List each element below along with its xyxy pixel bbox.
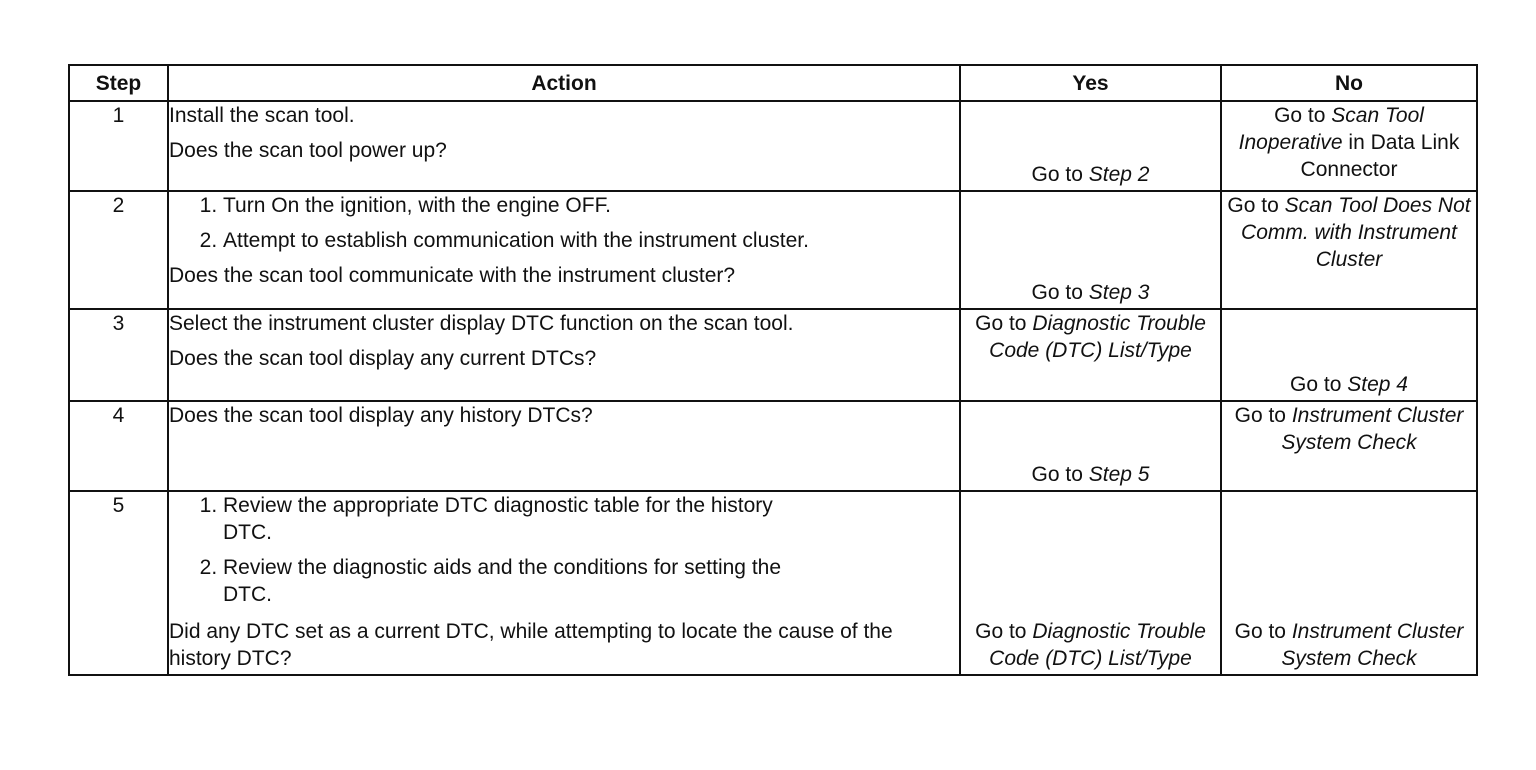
header-row: [69, 65, 1477, 101]
no-suffix: in Data Link Connector: [1300, 131, 1460, 181]
action-cell: [168, 191, 960, 309]
yes-cell: [960, 101, 1221, 191]
yes-ref-link[interactable]: Diagnostic Trouble Code (DTC) List/Type: [989, 312, 1206, 362]
table-row: [69, 101, 1477, 191]
yes-prefix: Go to: [1031, 281, 1083, 304]
diagnostic-table: [68, 64, 1478, 676]
yes-cell: [960, 491, 1221, 675]
action-question: Does the scan tool communicate with the instrument cluster?: [169, 264, 736, 287]
table-row: [69, 401, 1477, 491]
step-number: 3: [69, 309, 168, 401]
action-cell: [168, 101, 960, 191]
step-number: 5: [69, 491, 168, 675]
no-cell: [1221, 491, 1477, 675]
no-prefix: Go to: [1290, 373, 1342, 396]
header-yes: Yes: [960, 65, 1221, 101]
action-text: Install the scan tool.: [169, 104, 355, 127]
action-cell: [168, 401, 960, 491]
yes-cell: [960, 309, 1221, 401]
yes-ref-link[interactable]: Step 5: [1088, 463, 1150, 486]
no-ref-link[interactable]: Instrument Cluster System Check: [1281, 620, 1464, 670]
no-cell: [1221, 309, 1477, 401]
action-text: Select the instrument cluster display DTC function on the scan tool.: [169, 312, 794, 335]
yes-prefix: Go to: [1031, 463, 1083, 486]
action-step-item: 2. Review the diagnostic aids and the conditions for setting the DTC.: [223, 554, 819, 608]
action-question: Did any DTC set as a current DTC, while attempting to locate the cause of the history DTC?: [169, 620, 893, 670]
yes-ref-link[interactable]: Step 3: [1088, 281, 1150, 304]
table-row: [69, 309, 1477, 401]
no-ref-link[interactable]: Scan Tool Does Not Comm. with Instrument Cluster: [1241, 194, 1471, 271]
no-ref-link[interactable]: Step 4: [1347, 373, 1408, 396]
action-step-item: 1. Turn On the ignition, with the engine OFF.: [223, 192, 959, 219]
action-steps-list: [169, 492, 959, 608]
no-cell: [1221, 101, 1477, 191]
table-row: [69, 491, 1477, 675]
no-cell: [1221, 401, 1477, 491]
no-prefix: Go to: [1227, 194, 1279, 217]
yes-cell: [960, 191, 1221, 309]
no-prefix: Go to: [1274, 104, 1326, 127]
no-ref-link[interactable]: Instrument Cluster System Check: [1281, 404, 1464, 454]
yes-prefix: Go to: [975, 620, 1027, 643]
table-row: [69, 191, 1477, 309]
action-steps-list: [169, 192, 959, 254]
action-question: Does the scan tool display any history DTCs?: [169, 404, 593, 427]
yes-prefix: Go to: [975, 312, 1027, 335]
action-cell: [168, 309, 960, 401]
yes-cell: [960, 401, 1221, 491]
header-step: Step: [69, 65, 168, 101]
action-step-item: 1. Review the appropriate DTC diagnostic table for the history DTC.: [223, 492, 819, 546]
action-step-item: 2. Attempt to establish communication with the instrument cluster.: [223, 227, 959, 254]
step-number: 2: [69, 191, 168, 309]
action-cell: [168, 491, 960, 675]
action-question: Does the scan tool power up?: [169, 139, 447, 162]
action-question: Does the scan tool display any current DTCs?: [169, 347, 597, 370]
step-number: 4: [69, 401, 168, 491]
header-action: Action: [168, 65, 960, 101]
no-prefix: Go to: [1234, 404, 1286, 427]
no-prefix: Go to: [1234, 620, 1286, 643]
step-number: 1: [69, 101, 168, 191]
no-cell: [1221, 191, 1477, 309]
no-ref-link[interactable]: Scan Tool Inoperative: [1238, 104, 1424, 154]
yes-prefix: Go to: [1031, 163, 1083, 186]
header-no: No: [1221, 65, 1477, 101]
yes-ref-link[interactable]: Diagnostic Trouble Code (DTC) List/Type: [989, 620, 1206, 670]
yes-ref-link[interactable]: Step 2: [1088, 163, 1150, 186]
